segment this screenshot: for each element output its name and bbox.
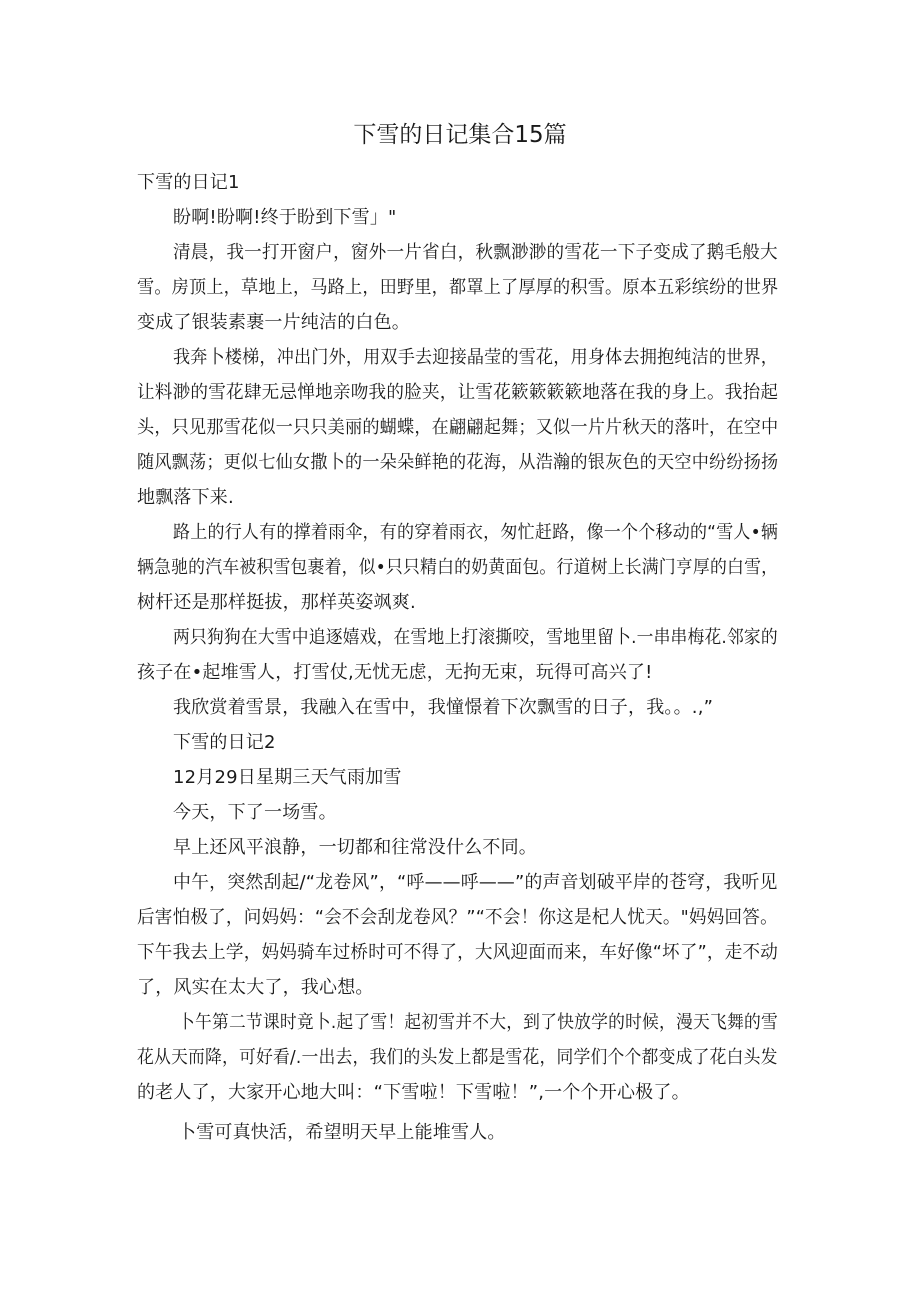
paragraph-line: 我欣赏着雪景，我融入在雪中，我憧憬着下次飘雪的日子，我。。.,”	[173, 697, 714, 718]
section-heading: 下雪的日记2	[173, 732, 276, 753]
paragraph-line: 树杆还是那样挺拔，那样英姿飒爽.	[137, 592, 416, 613]
paragraph-line: 辆急驰的汽车被积雪包裹着，似•只只精白的奶黄面包。行道树上长满门亨厚的白雪，	[137, 557, 779, 578]
paragraph-line: 盼啊!盼啊!终于盼到下雪」"	[173, 207, 397, 228]
paragraph-line: 地飘落下来.	[137, 487, 234, 508]
paragraph-line: 我奔卜楼梯，冲出门外，用双手去迎接晶莹的雪花，用身体去拥抱纯洁的世界，	[173, 347, 778, 368]
paragraph-line: 花从天而降，可好看/.一出去，我们的头发上都是雪花，同学们个个都变成了花白头发	[137, 1047, 778, 1068]
document-title: 下雪的日记集合15篇	[353, 122, 567, 148]
paragraph-line: 变成了银装素裹一片纯洁的白色。	[137, 312, 410, 333]
paragraph-line: 让料渺的雪花肆无忌惮地亲吻我的脸夹，让雪花簌簌簌簌地落在我的身上。我抬起	[137, 382, 779, 403]
paragraph-line: 孩子在•起堆雪人，打雪仗,无忧无虑，无拘无束，玩得可高兴了!	[137, 662, 653, 683]
section-heading: 下雪的日记1	[137, 172, 240, 193]
paragraph-line: 清晨，我一打开窗户，窗外一片省白，秋飘渺渺的雪花一下子变成了鹅毛般大	[173, 242, 778, 263]
paragraph-line: 卜雪可真快活，希望明天早上能堆雪人。	[178, 1122, 506, 1143]
paragraph-line: 随风飘荡；更似七仙女撒卜的一朵朵鲜艳的花海，从浩瀚的银灰色的天空中纷纷扬扬	[137, 452, 779, 473]
paragraph-line: 卜午第二节课时竟卜.起了雪！起初雪并不大，到了快放学的时候，漫天飞舞的雪	[178, 1012, 778, 1033]
paragraph-line: 的老人了，大家开心地大叫：“下雪啦！下雪啦！”,一个个开心极了。	[137, 1082, 690, 1103]
paragraph-line: 路上的行人有的撑着雨伞，有的穿着雨衣，匆忙赶路，像一个个移动的“雪人•辆	[173, 522, 779, 543]
paragraph-line: 早上还风平浪静，一切都和往常没什么不同。	[173, 837, 537, 858]
paragraph-line: 两只狗狗在大雪中追逐嬉戏，在雪地上打滚撕咬，雪地里留卜.一串串梅花.邻家的	[173, 627, 778, 648]
paragraph-line: 中午，突然刮起/“龙卷风”，“呼——呼——”的声音划破平岸的苍穹，我听见	[173, 872, 778, 893]
paragraph-line: 下午我去上学，妈妈骑车过桥时可不得了，大风迎面而来，车好像“坏了”，走不动	[137, 942, 779, 963]
paragraph-line: 12月29日星期三天气雨加雪	[173, 767, 402, 788]
paragraph-line: 后害怕极了，问妈妈：“会不会刮龙卷风？”“不会！你这是杞人忧天。"妈妈回答。	[137, 907, 778, 928]
paragraph-line: 今天，下了一场雪。	[173, 802, 337, 823]
paragraph-line: 雪。房顶上，草地上，马路上，田野里，都罩上了厚厚的积雪。原本五彩缤纷的世界	[137, 277, 779, 298]
paragraph-line: 头，只见那雪花似一只只美丽的蝴蝶，在翩翩起舞；又似一片片秋天的落叶，在空中	[137, 417, 779, 438]
paragraph-line: 了，风实在太大了，我心想。	[137, 977, 374, 998]
